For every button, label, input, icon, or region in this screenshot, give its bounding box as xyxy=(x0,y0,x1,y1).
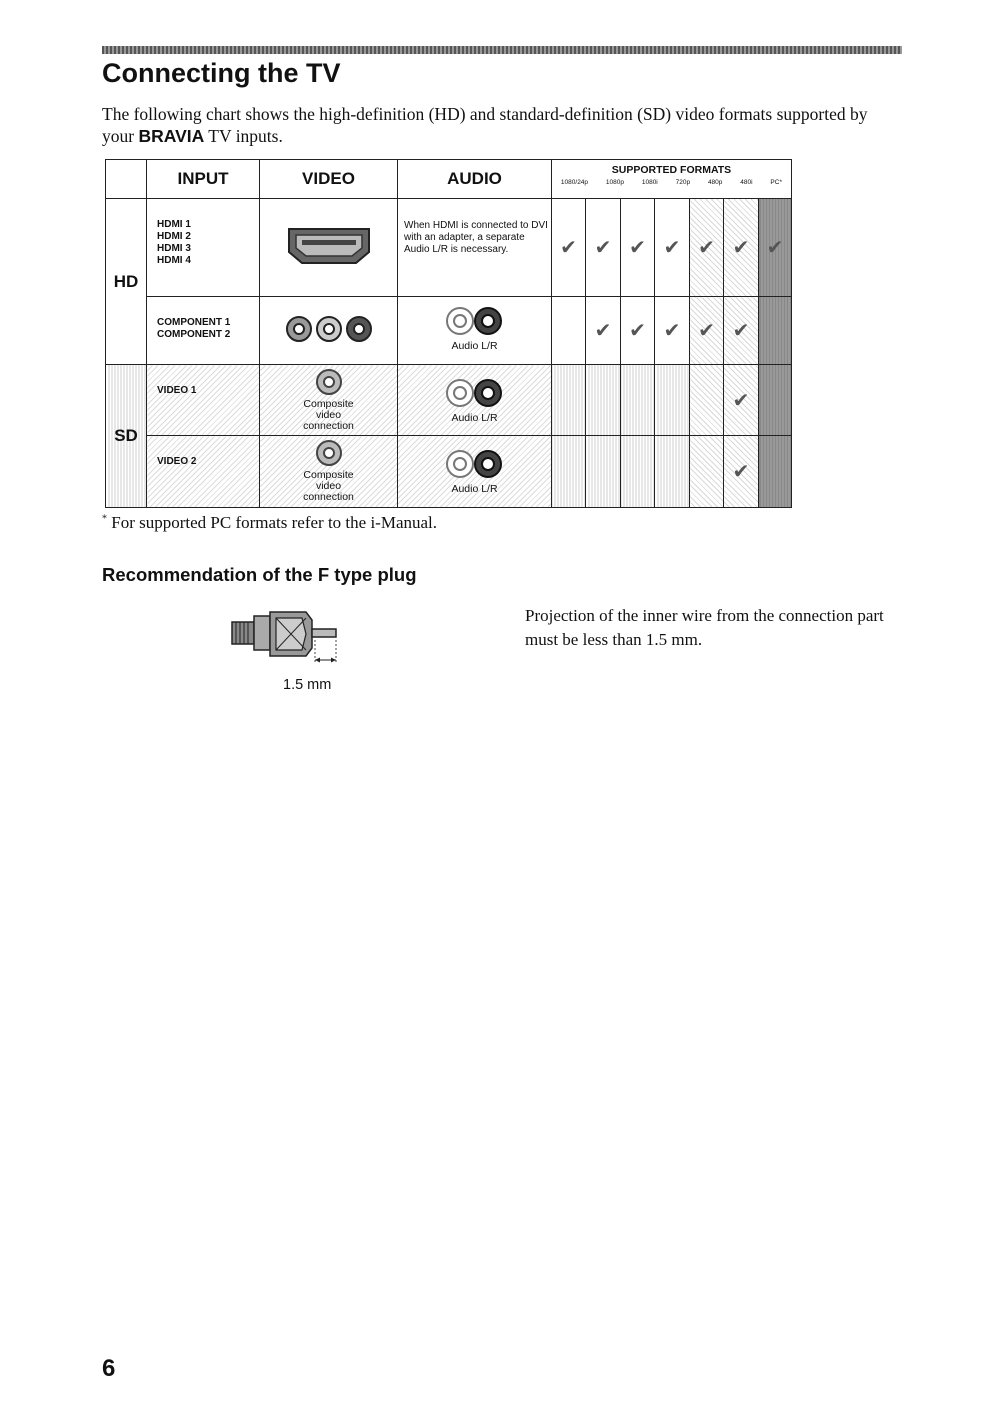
check-cell: ✔ xyxy=(586,297,621,365)
input-label: COMPONENT 2 xyxy=(157,329,231,340)
format-label: 480i xyxy=(740,179,753,186)
video2-audio-cell xyxy=(398,436,552,508)
footnote xyxy=(102,513,437,533)
intro-text-end: TV inputs. xyxy=(204,126,283,146)
page-title: Connecting the TV xyxy=(102,58,341,88)
group-sd: SD xyxy=(106,365,147,508)
check-cell: ✔ xyxy=(621,199,655,297)
composite-jack-icon xyxy=(315,368,343,396)
hdmi-video-cell xyxy=(260,199,398,297)
check-cell: ✔ xyxy=(724,365,759,436)
audio-jacks-icon xyxy=(443,377,507,409)
video1-video-cell xyxy=(260,365,398,436)
audio-label: Audio L/R xyxy=(451,340,498,352)
check-cell: ✔ xyxy=(724,436,759,508)
header-rule xyxy=(102,46,902,54)
video2-video-cell xyxy=(260,436,398,508)
video2-input: VIDEO 2 xyxy=(147,436,260,508)
formats-table xyxy=(105,159,792,508)
empty-cell xyxy=(552,365,586,436)
header-input: INPUT xyxy=(147,160,260,199)
empty-cell xyxy=(759,297,792,365)
header-blank xyxy=(106,160,147,199)
check-cell: ✔ xyxy=(690,297,724,365)
header-video: VIDEO xyxy=(260,160,398,199)
page-number: 6 xyxy=(102,1355,116,1382)
f-plug-diagram xyxy=(228,608,343,668)
check-cell: ✔ xyxy=(552,199,586,297)
header-supported-formats xyxy=(552,160,792,199)
footnote-text: For supported PC formats refer to the i-Manual. xyxy=(107,513,438,532)
input-label: COMPONENT 1 xyxy=(157,317,231,328)
input-label: HDMI 4 xyxy=(157,255,191,266)
empty-cell xyxy=(655,436,690,508)
format-labels xyxy=(552,179,791,186)
empty-cell xyxy=(586,365,621,436)
video1-input: VIDEO 1 xyxy=(147,365,260,436)
hdmi-inputs xyxy=(147,199,260,297)
empty-cell xyxy=(690,436,724,508)
empty-cell xyxy=(690,365,724,436)
component-audio-cell xyxy=(398,297,552,365)
hdmi-port-icon xyxy=(286,226,372,266)
empty-cell xyxy=(552,297,586,365)
measure-label: 1.5 mm xyxy=(283,677,332,693)
input-label: HDMI 3 xyxy=(157,243,191,254)
component-inputs xyxy=(147,297,260,365)
intro-brand: BRAVIA xyxy=(138,126,205,146)
check-cell: ✔ xyxy=(621,297,655,365)
audio-jacks-icon xyxy=(443,305,507,337)
check-cell: ✔ xyxy=(655,199,690,297)
hdmi-audio-note: When HDMI is connected to DVI with an adapter, a separate Audio L/R is necessary. xyxy=(398,199,552,297)
component-jacks-icon xyxy=(284,314,374,344)
input-label: HDMI 2 xyxy=(157,231,191,242)
video-label: Composite video connection xyxy=(303,469,354,503)
footnote-mark: * xyxy=(102,513,107,525)
audio-label: Audio L/R xyxy=(451,483,498,495)
video1-audio-cell xyxy=(398,365,552,436)
empty-cell xyxy=(586,436,621,508)
composite-jack-icon xyxy=(315,439,343,467)
empty-cell xyxy=(621,436,655,508)
plug-description: Projection of the inner wire from the connection part must be less than 1.5 mm. xyxy=(525,606,884,649)
empty-cell xyxy=(655,365,690,436)
check-cell: ✔ xyxy=(759,199,792,297)
format-label: 1080/24p xyxy=(560,179,589,186)
format-label: 480p xyxy=(707,179,723,186)
check-cell: ✔ xyxy=(690,199,724,297)
format-label: 1080p xyxy=(605,179,624,186)
section-title: Recommendation of the F type plug xyxy=(102,564,417,585)
empty-cell xyxy=(759,365,792,436)
intro-paragraph xyxy=(102,103,902,147)
empty-cell xyxy=(759,436,792,508)
empty-cell xyxy=(552,436,586,508)
group-hd: HD xyxy=(106,199,147,365)
format-label: 720p xyxy=(675,179,691,186)
input-label: HDMI 1 xyxy=(157,219,191,230)
check-cell: ✔ xyxy=(655,297,690,365)
intro-text-start: The following chart shows the high-definition (HD) and standard-definition (SD) video formats supported by your xyxy=(102,104,868,146)
audio-jacks-icon xyxy=(443,448,507,480)
format-label: 1080i xyxy=(641,179,658,186)
supported-formats-title: SUPPORTED FORMATS xyxy=(611,164,732,176)
component-video-cell xyxy=(260,297,398,365)
check-cell: ✔ xyxy=(724,297,759,365)
empty-cell xyxy=(621,365,655,436)
audio-label: Audio L/R xyxy=(451,412,498,424)
check-cell: ✔ xyxy=(724,199,759,297)
header-audio: AUDIO xyxy=(398,160,552,199)
format-label: PC* xyxy=(770,179,782,186)
check-cell: ✔ xyxy=(586,199,621,297)
video-label: Composite video connection xyxy=(303,398,354,432)
